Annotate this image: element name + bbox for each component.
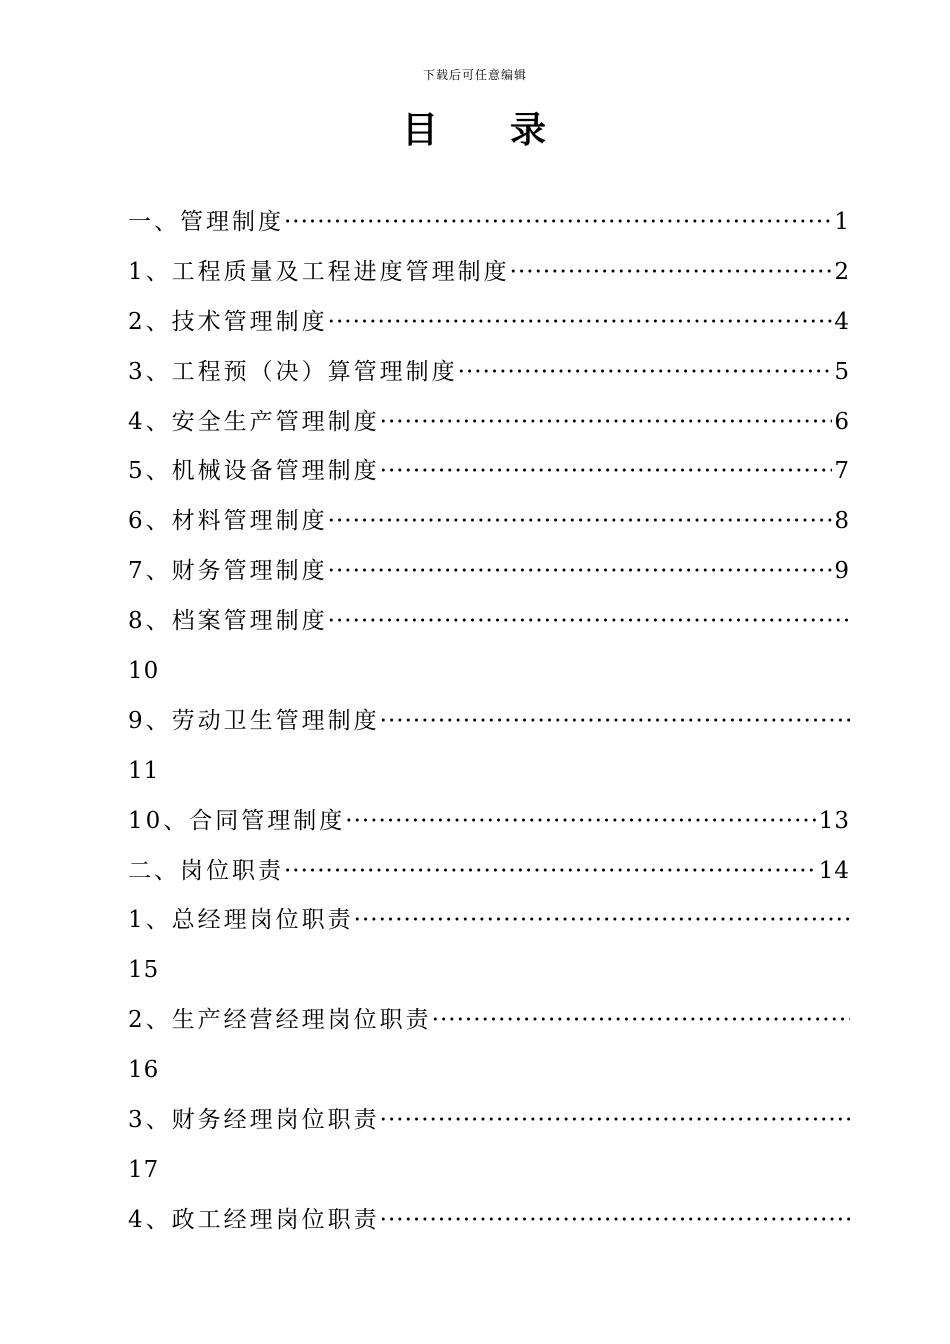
- toc-entry[interactable]: [128, 198, 850, 248]
- toc-entry[interactable]: [128, 248, 850, 298]
- toc-page-number: 10: [128, 658, 160, 685]
- toc-entry-label: 4、安全生产管理制度: [128, 408, 380, 435]
- toc-entry-label: 3、工程预（决）算管理制度: [128, 358, 458, 385]
- page-header: 下载后可任意编辑: [422, 68, 527, 82]
- page-title: [0, 102, 950, 153]
- toc-page-continuation[interactable]: [128, 1146, 850, 1196]
- toc-leader-dots: [380, 697, 850, 747]
- toc-entry-label: 3、财务经理岗位职责: [128, 1107, 380, 1134]
- toc-leader-dots: [328, 597, 850, 647]
- toc-entry[interactable]: [128, 348, 850, 398]
- toc-leader-dots: [328, 497, 833, 547]
- toc-leader-dots: [380, 1196, 850, 1246]
- toc-leader-dots: [328, 547, 833, 597]
- toc-entry[interactable]: [128, 1096, 850, 1146]
- toc-entry-label: 1、工程质量及工程进度管理制度: [128, 258, 510, 285]
- toc-leader-dots: [380, 398, 833, 448]
- toc-entry-label: 8、档案管理制度: [128, 608, 328, 635]
- toc-page-number: 11: [128, 757, 160, 784]
- toc-leader-dots: [284, 847, 817, 897]
- toc-page-number: 6: [834, 408, 850, 435]
- toc-entry[interactable]: [128, 398, 850, 448]
- toc-entry-label: 2、技术管理制度: [128, 308, 328, 335]
- toc-page-number: 8: [834, 508, 850, 535]
- toc-entry-label: 9、劳动卫生管理制度: [128, 707, 380, 734]
- toc-page-number: 17: [128, 1156, 160, 1183]
- toc-entry-label: 5、机械设备管理制度: [128, 458, 380, 485]
- toc-page-number: 1: [834, 209, 850, 235]
- toc-page-number: 5: [834, 358, 850, 385]
- toc-page-continuation[interactable]: [128, 946, 850, 996]
- toc-entry-label: 1、总经理岗位职责: [128, 907, 354, 934]
- toc-page-number: 13: [818, 807, 850, 834]
- toc-page-number: 15: [128, 957, 160, 984]
- toc-entry-label: 7、财务管理制度: [128, 558, 328, 585]
- toc-page-continuation[interactable]: [128, 747, 850, 797]
- toc-leader-dots: [284, 198, 832, 248]
- toc-leader-dots: [380, 1096, 850, 1146]
- title-char-2: 录: [510, 110, 549, 151]
- title-char-1: 目: [401, 110, 440, 151]
- toc-page-continuation[interactable]: [128, 1046, 850, 1096]
- toc-page-number: 4: [834, 308, 850, 335]
- toc-entry[interactable]: [128, 1196, 850, 1246]
- toc-entry[interactable]: [128, 597, 850, 647]
- toc-entry[interactable]: [128, 996, 850, 1046]
- toc-leader-dots: [380, 447, 833, 497]
- toc-leader-dots: [432, 996, 850, 1046]
- toc-entry-label: 2、生产经营经理岗位职责: [128, 1007, 432, 1034]
- toc-page-number: 9: [834, 558, 850, 585]
- toc-entry[interactable]: [128, 497, 850, 547]
- toc-page-number: 2: [834, 258, 850, 285]
- toc-entry[interactable]: [128, 797, 850, 847]
- toc-entry[interactable]: [128, 298, 850, 348]
- toc-leader-dots: [354, 896, 850, 946]
- table-of-contents: [128, 198, 850, 1246]
- toc-page-number: 7: [834, 458, 850, 485]
- toc-entry[interactable]: [128, 697, 850, 747]
- toc-entry-label: 二、岗位职责: [128, 857, 284, 884]
- toc-entry-label: 一、管理制度: [128, 209, 284, 235]
- toc-leader-dots: [328, 298, 833, 348]
- toc-leader-dots: [345, 797, 816, 847]
- toc-leader-dots: [510, 248, 833, 298]
- toc-page-number: 14: [818, 857, 850, 884]
- toc-entry[interactable]: [128, 447, 850, 497]
- toc-entry-label: 10、合同管理制度: [128, 807, 346, 834]
- toc-page-number: 16: [128, 1057, 160, 1084]
- toc-entry[interactable]: [128, 847, 850, 897]
- toc-page-continuation[interactable]: [128, 647, 850, 697]
- toc-leader-dots: [458, 348, 833, 398]
- toc-entry[interactable]: [128, 547, 850, 597]
- toc-entry-label: 6、材料管理制度: [128, 508, 328, 535]
- toc-entry-label: 4、政工经理岗位职责: [128, 1206, 380, 1233]
- toc-entry[interactable]: [128, 896, 850, 946]
